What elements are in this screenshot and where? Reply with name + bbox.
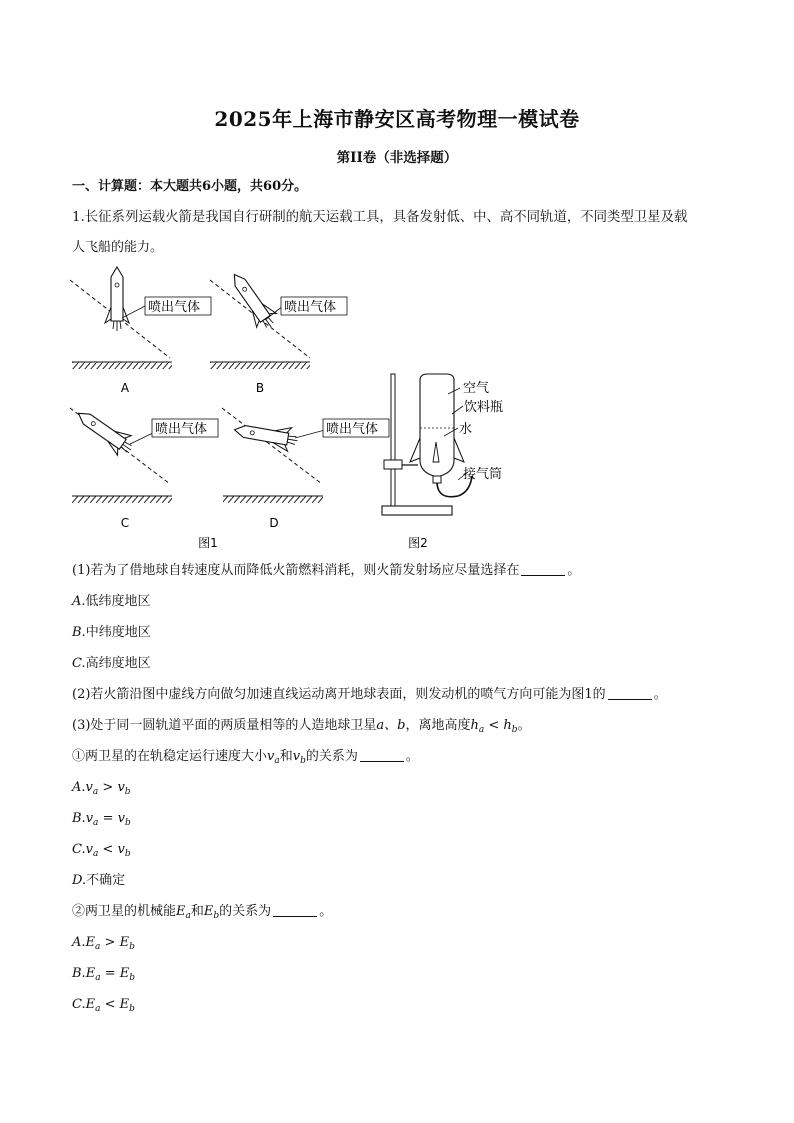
option-3b — [72, 966, 135, 986]
option-text: 高纬度地区 — [85, 656, 151, 671]
fig2-label-air: 空气 — [463, 381, 490, 396]
question-1-part-2 — [72, 687, 667, 703]
panel-label-d: D — [269, 516, 279, 530]
part-3-end: 。 — [517, 718, 531, 733]
panel-c — [70, 404, 218, 530]
option-relation: = — [104, 966, 116, 981]
part-3-text-pre: (3)处于同一圆轨道平面的两质量相等的人造地球卫星 — [72, 718, 377, 733]
option-letter: D. — [72, 873, 87, 888]
option-1c — [72, 656, 151, 672]
option-2a — [72, 780, 131, 800]
page-subtitle: 第II卷（非选择题） — [336, 150, 458, 166]
option-math: $v_a = v_b$ — [85, 811, 131, 828]
answer-blank-1[interactable] — [521, 563, 565, 576]
question-1-figure — [60, 258, 530, 558]
fig2-label-bottle: 饮料瓶 — [464, 400, 504, 415]
option-letter: C. — [72, 842, 86, 857]
gas-label-d: 喷出气体 — [326, 422, 379, 437]
option-math: $v_a < v_b$ — [85, 842, 131, 859]
math-ea: $E_a$ — [176, 904, 191, 921]
part-2-text: (2)若火箭沿图中虚线方向做匀加速直线运动离开地球表面，则发动机的喷气方向可能为图1的 — [72, 687, 606, 702]
panel-a — [70, 267, 211, 395]
fig1-caption: 图1 — [198, 536, 218, 550]
option-letter: A. — [72, 935, 86, 950]
option-math: $v_a > v_b$ — [85, 780, 131, 797]
option-letter: B. — [72, 811, 86, 826]
option-text: 不确定 — [86, 873, 126, 888]
question-1-stem-line2: 人飞船的能力。 — [72, 240, 164, 255]
option-text: 中纬度地区 — [85, 625, 151, 640]
option-math: $E_a < E_b$ — [85, 997, 135, 1014]
option-relation: < — [104, 997, 116, 1012]
sub2-text-post: 的关系为 — [219, 904, 272, 919]
part-1-text: (1)若为了借地球自转速度从而降低火箭燃料消耗，则火箭发射场应尽量选择在 — [72, 563, 520, 578]
option-2c — [72, 842, 131, 862]
math-height-relation: $h_a < h_b$ — [470, 718, 518, 735]
page-title: 2025年上海市静安区高考物理一模试卷 — [214, 107, 580, 131]
section-heading: 一、计算题：本大题共6小题，共60分。 — [72, 179, 308, 194]
math-a-b: a、b — [376, 718, 406, 733]
option-2d — [72, 873, 125, 889]
option-letter: B. — [72, 966, 86, 981]
option-relation: > — [102, 780, 114, 795]
sub1-and: 和 — [279, 749, 293, 764]
answer-blank-2[interactable] — [608, 687, 652, 700]
option-3c — [72, 997, 135, 1017]
panel-b — [210, 268, 347, 395]
option-math: $E_a = E_b$ — [85, 966, 135, 983]
gas-label-b: 喷出气体 — [284, 300, 337, 315]
option-1a — [72, 594, 151, 610]
option-relation: < — [102, 842, 114, 857]
gas-label-a: 喷出气体 — [148, 300, 201, 315]
option-text: 低纬度地区 — [85, 594, 151, 609]
math-eb: $E_b$ — [203, 904, 220, 921]
part-1-end: 。 — [567, 563, 581, 578]
option-1b — [72, 625, 151, 641]
math-vb: $v_b$ — [292, 749, 306, 766]
option-3a — [72, 935, 135, 955]
question-1-part-1 — [72, 563, 580, 579]
sub2-end: 。 — [319, 904, 333, 919]
option-relation: > — [104, 935, 116, 950]
question-1-stem-line1: 1.长征系列运载火箭是我国自行研制的航天运载工具，具备发射低、中、高不同轨道，不同类型卫星及载 — [72, 210, 688, 225]
sub-question-1 — [72, 749, 419, 769]
panel-d — [222, 408, 389, 530]
sub1-text-post: 的关系为 — [305, 749, 358, 764]
panel-label-c: C — [120, 516, 130, 530]
fig2-caption: 图2 — [408, 536, 428, 550]
sub1-text-pre: ①两卫星的在轨稳定运行速度大小 — [72, 749, 268, 764]
fig2-label-water: 水 — [459, 422, 473, 437]
option-letter: C. — [72, 656, 86, 671]
sub2-text-pre: ②两卫星的机械能 — [72, 904, 177, 919]
option-letter: B. — [72, 625, 86, 640]
sub1-end: 。 — [405, 749, 419, 764]
sub-question-2 — [72, 904, 332, 924]
part-3-text-mid: ，离地高度 — [405, 718, 471, 733]
gas-label-c: 喷出气体 — [155, 422, 208, 437]
panel-label-b: B — [255, 381, 265, 395]
panel-label-a: A — [120, 381, 130, 395]
figure-2-apparatus — [382, 374, 503, 515]
option-letter: A. — [72, 594, 86, 609]
part-2-end: 。 — [653, 687, 667, 702]
option-letter: A. — [72, 780, 86, 795]
fig2-label-pump: 接气筒 — [463, 467, 503, 482]
sub2-and: 和 — [190, 904, 204, 919]
option-relation: = — [102, 811, 114, 826]
question-1-part-3 — [72, 718, 531, 738]
answer-blank-3[interactable] — [360, 749, 404, 762]
option-2b — [72, 811, 131, 831]
answer-blank-4[interactable] — [273, 904, 317, 917]
option-letter: C. — [72, 997, 86, 1012]
math-va: $v_a$ — [267, 749, 280, 766]
option-math: $E_a > E_b$ — [85, 935, 135, 952]
